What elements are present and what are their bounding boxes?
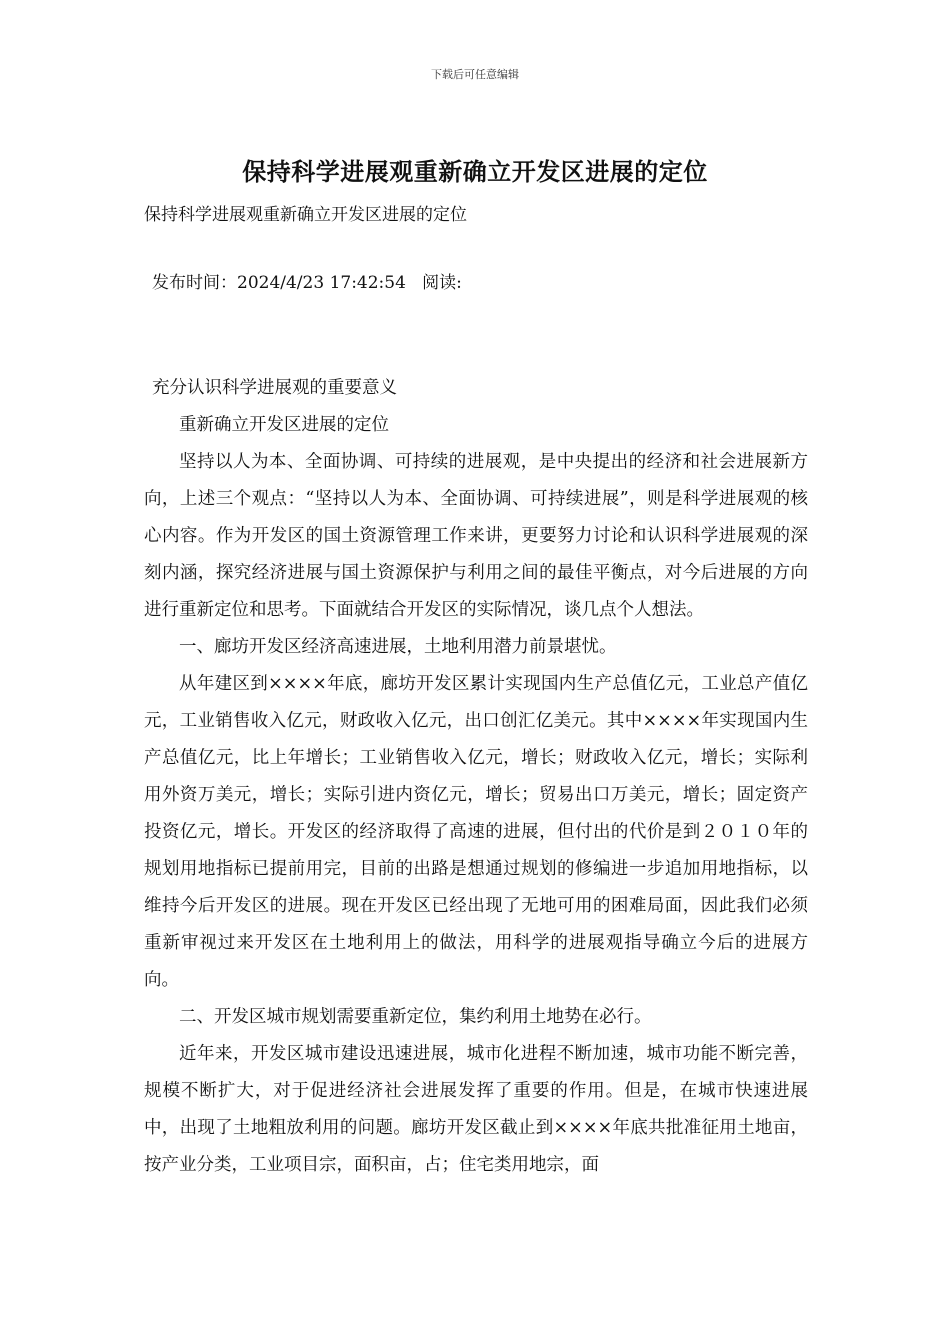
publish-meta bbox=[152, 268, 462, 293]
publish-time-value: 2024/4/23 17:42:54 bbox=[237, 273, 406, 293]
section-subheading: 重新确立开发区进展的定位 bbox=[179, 415, 389, 435]
paragraph: 近年来，开发区城市建设迅速进展，城市化进程不断加速，城市功能不断完善，规模不断扩大，对于促进经济社会进展发挥了重要的作用。但是，在城市快速进展中，出现了土地粗放利用的问题。廊坊开发区截止到××××年底共批准征用土地亩，按产业分类，工业项目宗，面积亩，占；住宅类用地宗，面 bbox=[144, 1044, 808, 1175]
publish-time-label: 发布时间： bbox=[152, 273, 237, 293]
section-heading: 充分认识科学进展观的重要意义 bbox=[152, 378, 397, 398]
header-note: 下载后可任意编辑 bbox=[431, 68, 519, 81]
read-count-label: 阅读: bbox=[422, 273, 462, 293]
paragraph: 坚持以人为本、全面协调、可持续的进展观，是中央提出的经济和社会进展新方向，上述三个观点：“坚持以人为本、全面协调、可持续进展”，则是科学进展观的核心内容。作为开发区的国土资源管理工作来讲，更要努力讨论和认识科学进展观的深刻内涵，探究经济进展与国土资源保护与利用之间的最佳平衡点，对今后进展的方向进行重新定位和思考。下面就结合开发区的实际情况，谈几点个人想法。 bbox=[144, 452, 808, 620]
document-subtitle: 保持科学进展观重新确立开发区进展的定位 bbox=[144, 205, 467, 225]
paragraph: 从年建区到××××年底，廊坊开发区累计实现国内生产总值亿元，工业总产值亿元，工业销售收入亿元，财政收入亿元，出口创汇亿美元。其中××××年实现国内生产总值亿元，比上年增长；工业销售收入亿元，增长；财政收入亿元，增长；实际利用外资万美元，增长；实际引进内资亿元，增长；贸易出口万美元，增长；固定资产投资亿元，增长。开发区的经济取得了高速的进展，但付出的代价是到２０１０年的规划用地指标已提前用完，目前的出路是想通过规划的修编进一步追加用地指标，以维持今后开发区的进展。现在开发区已经出现了无地可用的困难局面，因此我们必须重新审视过来开发区在土地利用上的做法，用科学的进展观指导确立今后的进展方向。 bbox=[144, 674, 808, 990]
document-title: 保持科学进展观重新确立开发区进展的定位 bbox=[242, 158, 708, 186]
article-body bbox=[144, 370, 808, 1184]
paragraph-heading-two: 二、开发区城市规划需要重新定位，集约利用土地势在必行。 bbox=[179, 1007, 652, 1027]
paragraph-heading-one: 一、廊坊开发区经济高速进展，土地利用潜力前景堪忧。 bbox=[179, 637, 617, 657]
